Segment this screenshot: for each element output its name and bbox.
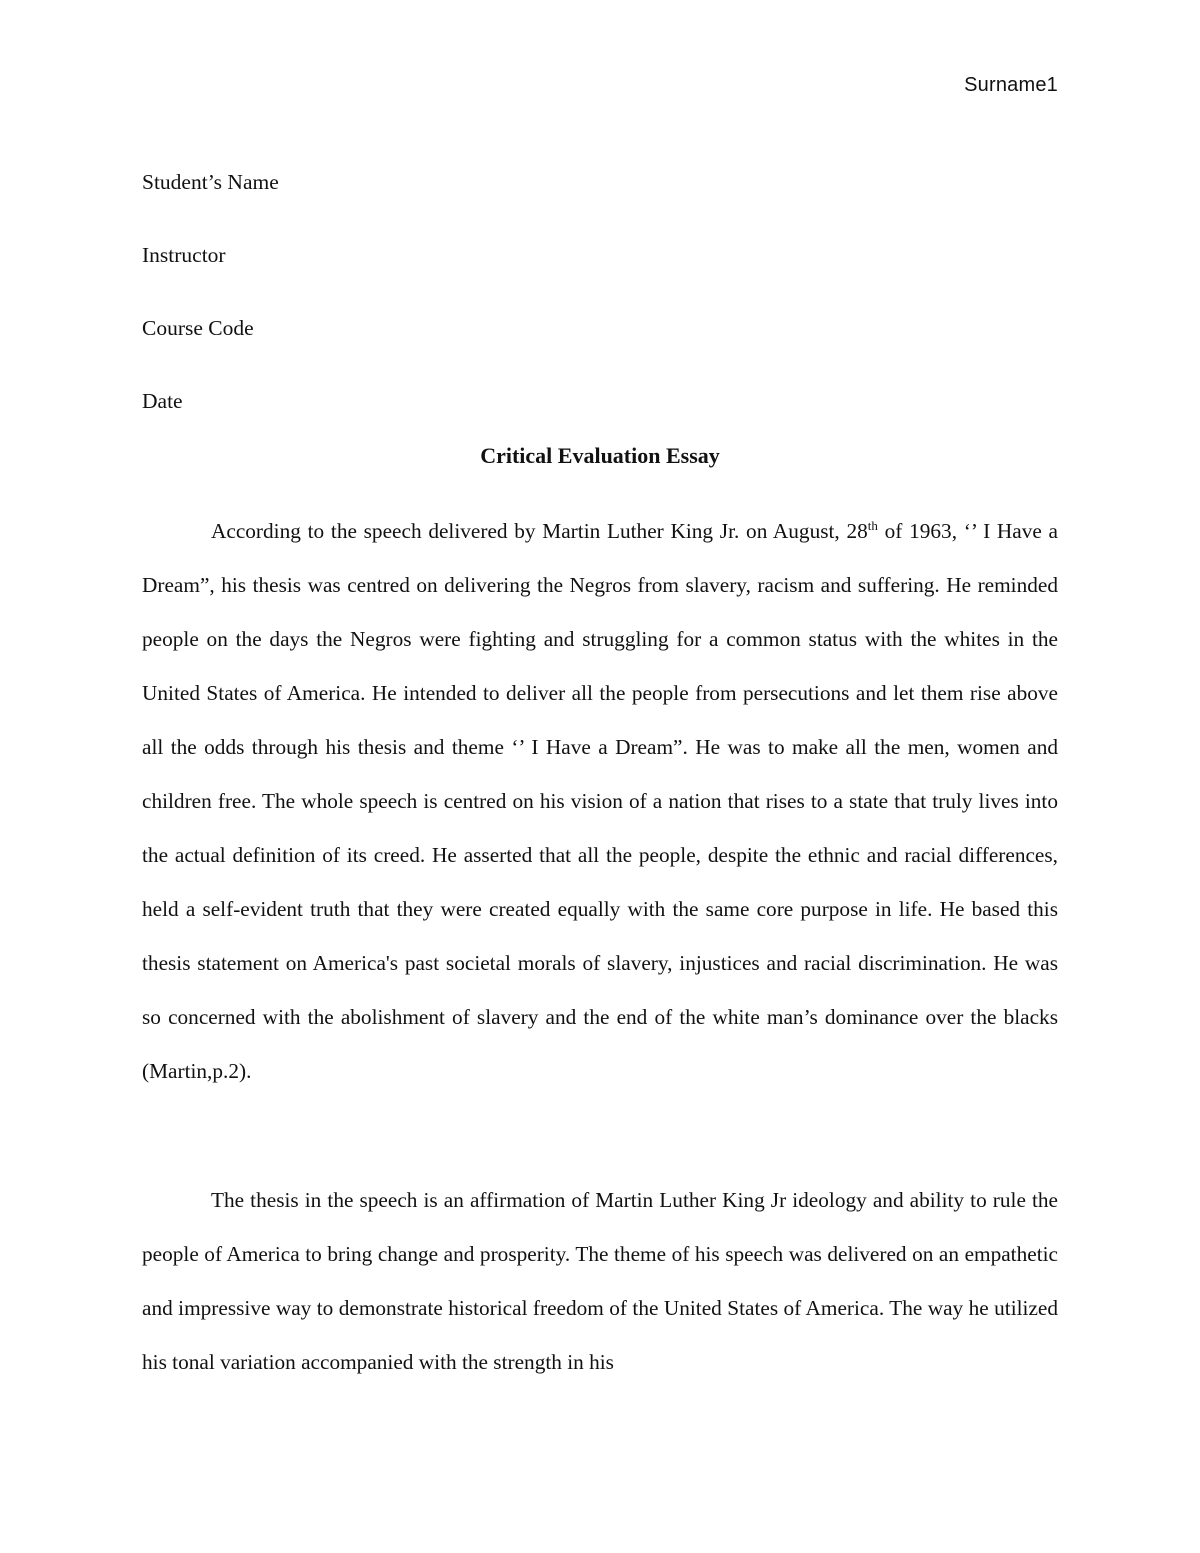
student-heading-block xyxy=(142,146,1058,438)
paragraph-2: The thesis in the speech is an affirmation of Martin Luther King Jr ideology and ability to rule the people of America to bring change and prosperity. The theme of his speech was delivered on an empathetic and impressive way to demonstrate historical freedom of the United States of America. The way he utilized his tonal variation accompanied with the strength in his xyxy=(142,1188,1058,1374)
student-name: Student’s Name xyxy=(142,170,279,194)
paragraph-1-text-start: According to the speech delivered by Martin Luther King Jr. on August, 28 xyxy=(211,519,868,543)
paragraph-1 xyxy=(142,504,1058,1098)
instructor: Instructor xyxy=(142,243,226,267)
ordinal-superscript: th xyxy=(867,517,878,533)
date: Date xyxy=(142,389,183,413)
paragraph-1-text-end: of 1963, ‘’ I Have a Dream”, his thesis was centred on delivering the Negros from slavery, racism and suffering. He reminded people on the days the Negros were fighting and struggling for a common status with the whites in the United States of America. He intended to deliver all the people from persecutions and let them rise above all the odds through his thesis and theme ‘’ I Have a Dream”. He was to make all the men, women and children free. The whole speech is centred on his vision of a nation that rises to a state that truly lives into the actual definition of its creed. He asserted that all the people, despite the ethnic and racial differences, held a self-evident truth that they were created equally with the same core purpose in life. He based this thesis statement on America's past societal morals of slavery, injustices and racial discrimination. He was so concerned with the abolishment of slavery and the end of the white man’s dominance over the blacks (Martin,p.2). xyxy=(142,519,1058,1083)
essay-title: Critical Evaluation Essay xyxy=(480,443,720,468)
running-head: Surname1 xyxy=(964,74,1058,96)
course-code: Course Code xyxy=(142,316,254,340)
